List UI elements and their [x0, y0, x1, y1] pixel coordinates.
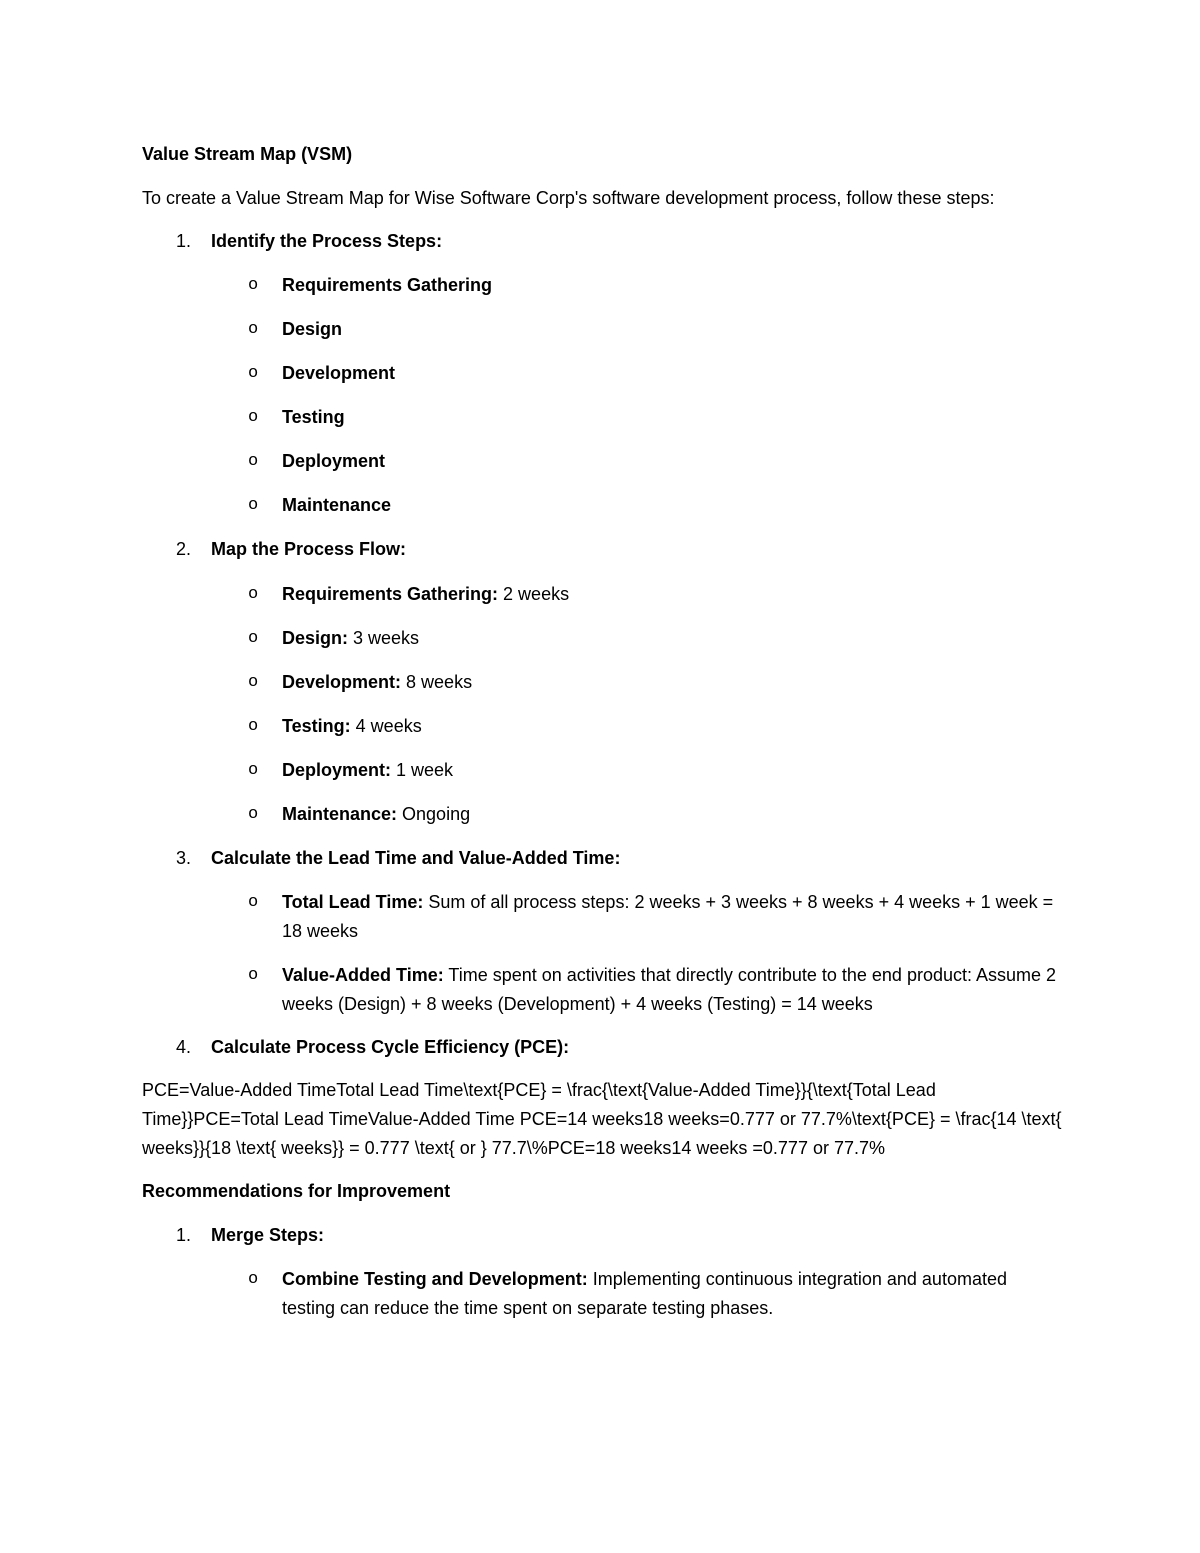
bullet-icon: o	[248, 585, 259, 604]
bullet-icon: o	[248, 276, 259, 295]
item-label: Design	[282, 319, 343, 339]
step-number: 3.	[176, 848, 192, 868]
step-heading: Map the Process Flow:	[211, 539, 407, 559]
list-item	[142, 888, 1062, 946]
item-label: Design:	[282, 628, 349, 648]
bullet-icon: o	[248, 452, 259, 471]
item-text: 2 weeks	[498, 584, 570, 604]
pce-formula: PCE=Value-Added TimeTotal Lead Time\text{PCE} = \frac{\text{Value-Added Time}}{\text{Total Lead Time}}PCE=Total Lead TimeValue-Added Time PCE=14 weeks18 weeks=0.777 or 77.7%\text{PCE} = \frac{14 \text{ weeks}}{18 \text{ weeks}} = 0.777 \text{ or } 77.7\%PCE=18 weeks14 weeks =0.777 or 77.7%	[142, 1080, 1062, 1158]
item-text: 3 weeks	[348, 628, 420, 648]
item-label: Deployment	[282, 451, 386, 471]
list-item	[142, 359, 1062, 388]
bullet-icon: o	[248, 1270, 259, 1289]
list-item	[142, 624, 1062, 653]
list-item	[142, 1265, 1062, 1323]
step-3	[142, 844, 1062, 873]
bullet-icon: o	[248, 893, 259, 912]
item-label: Value-Added Time:	[282, 965, 444, 985]
bullet-icon: o	[248, 320, 259, 339]
document-page	[142, 140, 1062, 1323]
item-text: 8 weeks	[401, 672, 473, 692]
list-item	[142, 580, 1062, 609]
item-label: Testing	[282, 407, 345, 427]
item-label: Development:	[282, 672, 402, 692]
list-item	[142, 271, 1062, 300]
item-label: Development	[282, 363, 396, 383]
list-item	[142, 712, 1062, 741]
item-label: Requirements Gathering:	[282, 584, 499, 604]
step-number: 1.	[176, 231, 192, 251]
step-heading: Identify the Process Steps:	[211, 231, 443, 251]
step-4	[142, 1033, 1062, 1062]
list-item	[142, 668, 1062, 697]
list-item	[142, 756, 1062, 785]
step-number: 2.	[176, 539, 192, 559]
item-text: 1 week	[391, 760, 454, 780]
document-title: Value Stream Map (VSM)	[142, 144, 353, 164]
bullet-icon: o	[248, 966, 259, 985]
step-2	[142, 535, 1062, 564]
item-label: Requirements Gathering	[282, 275, 493, 295]
step-number: 4.	[176, 1037, 192, 1057]
bullet-icon: o	[248, 496, 259, 515]
recommendation-step-1	[142, 1221, 1062, 1250]
item-text: Ongoing	[397, 804, 471, 824]
bullet-icon: o	[248, 717, 259, 736]
list-item	[142, 491, 1062, 520]
bullet-icon: o	[248, 629, 259, 648]
list-item	[142, 800, 1062, 829]
item-label: Deployment:	[282, 760, 392, 780]
list-item	[142, 447, 1062, 476]
step-heading: Calculate the Lead Time and Value-Added Time:	[211, 848, 621, 868]
bullet-icon: o	[248, 408, 259, 427]
list-item	[142, 315, 1062, 344]
item-label: Testing:	[282, 716, 351, 736]
item-text: Sum of all process steps: 2 weeks + 3 weeks + 8 weeks + 4 weeks + 1 week = 18 weeks	[282, 892, 1054, 941]
item-text: Time spent on activities that directly contribute to the end product: Assume 2 weeks (Design) + 8 weeks (Development) + 4 weeks (Testing) = 14 weeks	[282, 965, 1057, 1014]
list-item	[142, 403, 1062, 432]
list-item	[142, 961, 1062, 1019]
item-label: Maintenance:	[282, 804, 398, 824]
bullet-icon: o	[248, 364, 259, 383]
bullet-icon: o	[248, 805, 259, 824]
step-heading: Merge Steps:	[211, 1225, 325, 1245]
item-label: Total Lead Time:	[282, 892, 424, 912]
bullet-icon: o	[248, 673, 259, 692]
step-number: 1.	[176, 1225, 192, 1245]
item-text: Implementing continuous integration and automated testing can reduce the time spent on separate testing phases.	[282, 1269, 1007, 1318]
recommendations-title: Recommendations for Improvement	[142, 1181, 451, 1201]
bullet-icon: o	[248, 761, 259, 780]
step-1	[142, 227, 1062, 256]
step-heading: Calculate Process Cycle Efficiency (PCE):	[211, 1037, 570, 1057]
item-label: Maintenance	[282, 495, 392, 515]
intro-paragraph: To create a Value Stream Map for Wise Software Corp's software development process, follow these steps:	[142, 188, 995, 208]
item-label: Combine Testing and Development:	[282, 1269, 588, 1289]
item-text: 4 weeks	[350, 716, 422, 736]
